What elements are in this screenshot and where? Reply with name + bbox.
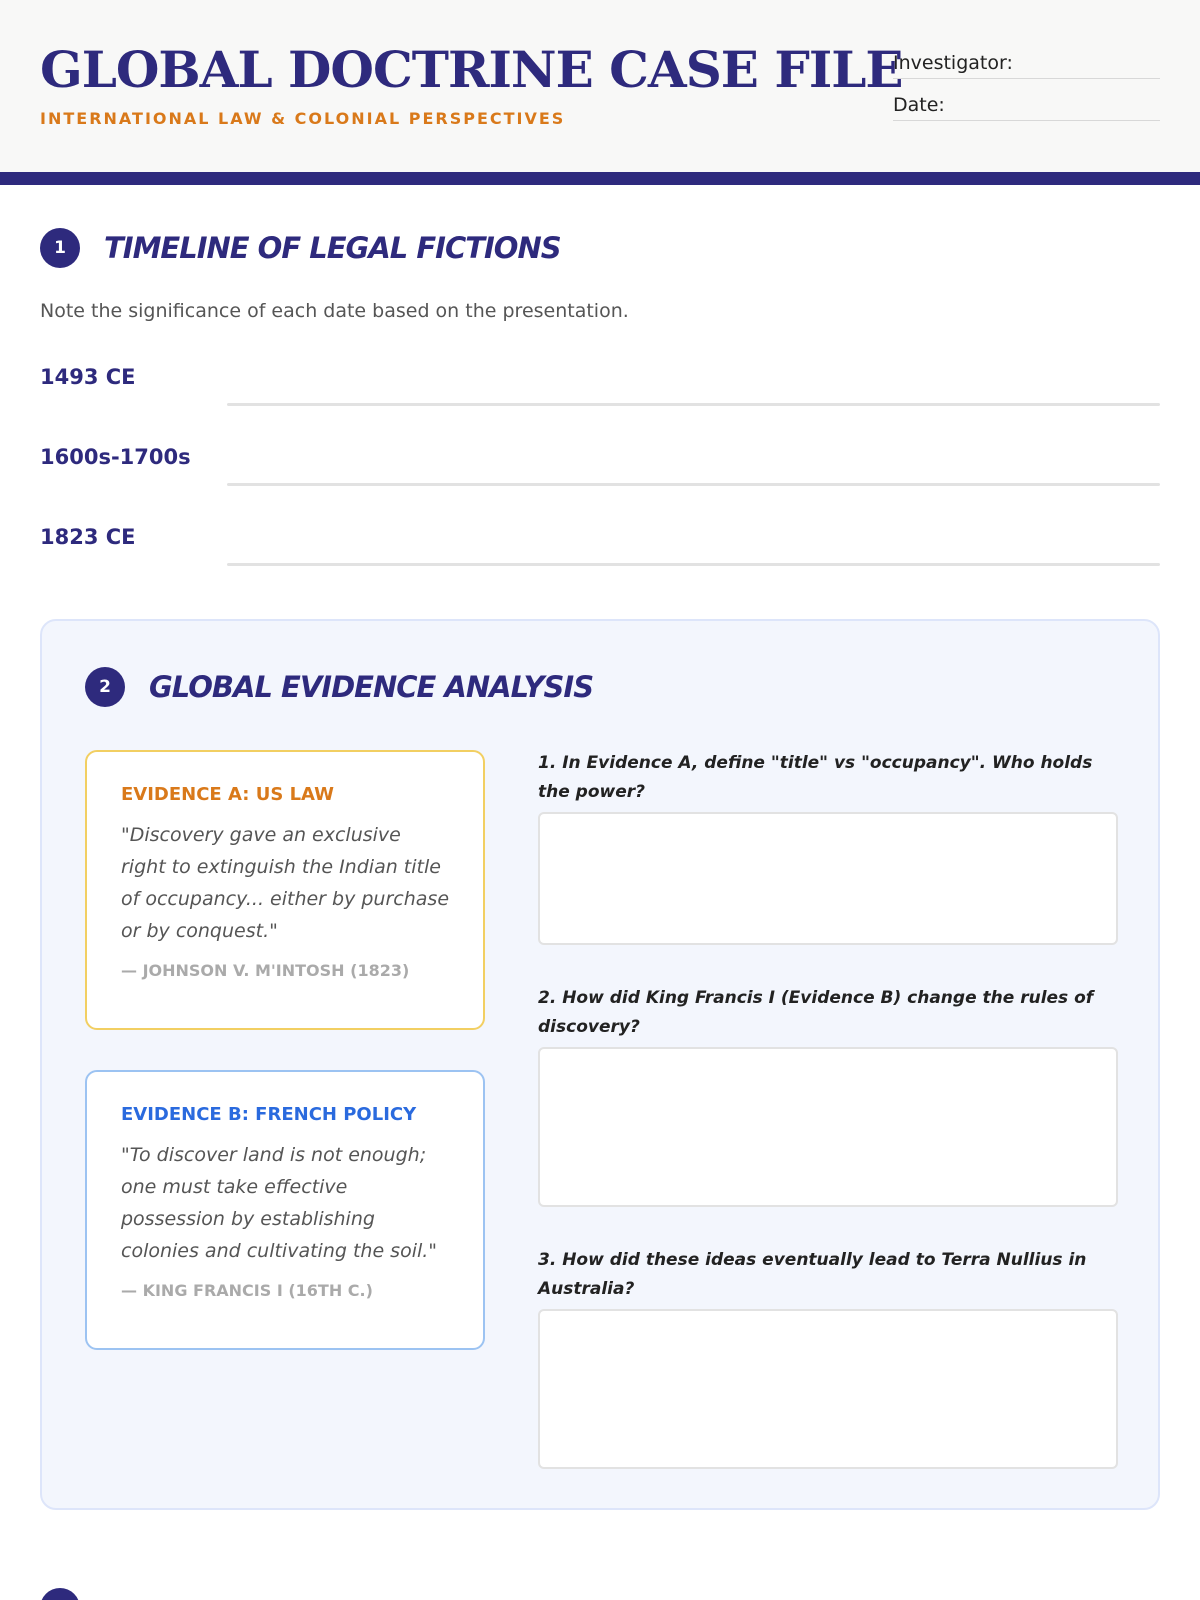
timeline-answer-line[interactable]: [227, 403, 1160, 406]
timeline-row: [40, 525, 1160, 565]
section-3-number-badge: [40, 1588, 80, 1600]
section-1-title: TIMELINE OF LEGAL FICTIONS: [104, 231, 561, 265]
evidence-a-quote: "Discovery gave an exclusive right to extinguish the Indian title of occupancy... either by purchase or by conquest.": [121, 824, 450, 942]
evidence-b-citation: — KING FRANCIS I (16TH C.): [121, 1281, 373, 1300]
section-1-number: 1: [40, 228, 80, 268]
page-header: [0, 0, 1200, 172]
evidence-b-quote: "To discover land is not enough; one must take effective possession by establishing colonies and cultivating the soil.": [121, 1144, 438, 1262]
evidence-b-label: EVIDENCE B: FRENCH POLICY: [121, 1104, 417, 1125]
timeline-instructions: Note the significance of each date based on the presentation.: [40, 300, 629, 322]
date-field[interactable]: [893, 94, 1160, 121]
evidence-a-label: EVIDENCE A: US LAW: [121, 784, 335, 805]
evidence-a-citation: — JOHNSON V. M'INTOSH (1823): [121, 961, 410, 980]
investigator-field[interactable]: [893, 52, 1160, 79]
timeline-answer-line[interactable]: [227, 563, 1160, 566]
question-3-label: 3. How did these ideas eventually lead to Terra Nullius in Australia?: [538, 1250, 1087, 1299]
timeline-row: [40, 365, 1160, 405]
timeline-date: 1600s-1700s: [40, 445, 191, 469]
header-divider: [0, 172, 1200, 185]
timeline-answer-line[interactable]: [227, 483, 1160, 486]
question-2-answer-box[interactable]: [538, 1047, 1118, 1207]
page-subtitle: INTERNATIONAL LAW & COLONIAL PERSPECTIVES: [40, 109, 566, 128]
page-title: GLOBAL DOCTRINE CASE FILE: [40, 40, 903, 99]
timeline-row: [40, 445, 1160, 485]
timeline-date: 1823 CE: [40, 525, 136, 549]
section-2-heading: [85, 667, 593, 707]
section-2-title: GLOBAL EVIDENCE ANALYSIS: [149, 670, 594, 704]
question-1-answer-box[interactable]: [538, 812, 1118, 945]
investigator-label: Investigator:: [893, 52, 1013, 74]
section-1-heading: [40, 228, 561, 268]
date-label: Date:: [893, 94, 945, 116]
question-3-answer-box[interactable]: [538, 1309, 1118, 1469]
question-2-label: 2. How did King Francis I (Evidence B) change the rules of discovery?: [538, 988, 1094, 1037]
evidence-b-card: [85, 1070, 485, 1350]
evidence-analysis-panel: [40, 619, 1160, 1510]
timeline-date: 1493 CE: [40, 365, 136, 389]
evidence-a-card: [85, 750, 485, 1030]
question-1-label: 1. In Evidence A, define "title" vs "occupancy". Who holds the power?: [538, 753, 1093, 802]
section-2-number: 2: [85, 667, 125, 707]
